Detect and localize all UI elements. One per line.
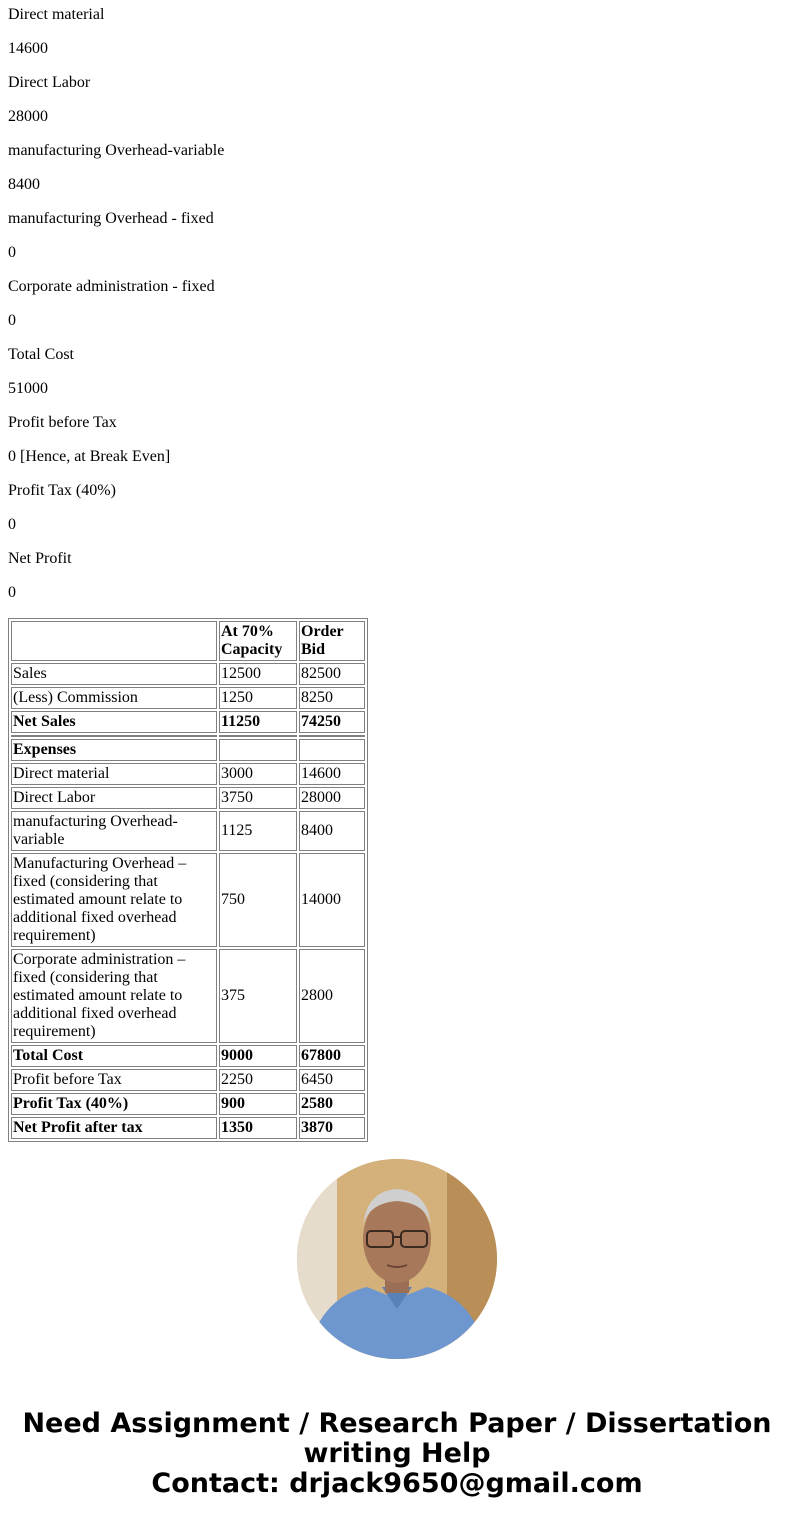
table-row (11, 1045, 365, 1067)
table-cell: 2800 (299, 949, 365, 1043)
author-portrait-image (297, 1159, 497, 1359)
summary-line: 14600 (8, 40, 48, 57)
table-cell (299, 735, 365, 737)
table-cell: Profit Tax (40%) (11, 1093, 217, 1115)
summary-line: Profit before Tax (8, 414, 117, 431)
table-cell: Profit before Tax (11, 1069, 217, 1091)
table-cell: 750 (219, 853, 297, 947)
summary-line: 0 [Hence, at Break Even] (8, 448, 171, 465)
table-cell: 3870 (299, 1117, 365, 1139)
table-cell (219, 735, 297, 737)
table-row (11, 1093, 365, 1115)
header-cell: At 70% Capacity (219, 621, 297, 661)
table-separator-row (11, 735, 365, 737)
summary-line: manufacturing Overhead - fixed (8, 210, 214, 227)
table-row (11, 687, 365, 709)
banner-line: writing Help (303, 1438, 491, 1469)
table-cell: Total Cost (11, 1045, 217, 1067)
table-cell: Expenses (11, 739, 217, 761)
table-row (11, 811, 365, 851)
table-cell: 74250 (299, 711, 365, 733)
table-cell (219, 739, 297, 761)
summary-line: Direct Labor (8, 74, 91, 91)
table-cell: 67800 (299, 1045, 365, 1067)
summary-line: 0 (8, 312, 16, 329)
table-cell: Corporate administration – fixed (considering that estimated amount relate to additional fixed overhead requirement) (11, 949, 217, 1043)
table-row (11, 949, 365, 1043)
table-row (11, 787, 365, 809)
table-cell: 2250 (219, 1069, 297, 1091)
table-cell: 3000 (219, 763, 297, 785)
table-cell: manufacturing Overhead-variable (11, 811, 217, 851)
summary-line: 8400 (8, 176, 40, 193)
table-cell: 9000 (219, 1045, 297, 1067)
table-cell: 14600 (299, 763, 365, 785)
summary-line: Total Cost (8, 346, 74, 363)
summary-line: Profit Tax (40%) (8, 482, 116, 499)
table-cell: 11250 (219, 711, 297, 733)
cost-comparison-table (8, 618, 368, 1142)
table-cell: 1125 (219, 811, 297, 851)
summary-line: Net Profit (8, 550, 72, 567)
table-cell: 8400 (299, 811, 365, 851)
table-cell: (Less) Commission (11, 687, 217, 709)
document-body (0, 6, 794, 1142)
table-cell: Direct Labor (11, 787, 217, 809)
contact-banner (0, 1409, 794, 1499)
table-row (11, 739, 365, 761)
table-cell: Net Sales (11, 711, 217, 733)
table-cell: 3750 (219, 787, 297, 809)
table-cell: 375 (219, 949, 297, 1043)
table-row (11, 853, 365, 947)
table-cell: 14000 (299, 853, 365, 947)
table-cell: Direct material (11, 763, 217, 785)
table-cell: Net Profit after tax (11, 1117, 217, 1139)
summary-line: 0 (8, 584, 16, 601)
summary-line: 0 (8, 244, 16, 261)
summary-line: Direct material (8, 6, 105, 23)
summary-line: 51000 (8, 380, 48, 397)
table-cell: 1350 (219, 1117, 297, 1139)
summary-line: 0 (8, 516, 16, 533)
table-cell: 28000 (299, 787, 365, 809)
table-cell (11, 735, 217, 737)
contact-email-line: Contact: drjack9650@gmail.com (151, 1468, 643, 1499)
table-cell: 82500 (299, 663, 365, 685)
table-row (11, 711, 365, 733)
table-cell: 8250 (299, 687, 365, 709)
table-cell: 1250 (219, 687, 297, 709)
author-photo (297, 1159, 497, 1359)
table-cell (299, 739, 365, 761)
banner-line: Need Assignment / Research Paper / Dissertation (22, 1408, 772, 1439)
table-row (11, 663, 365, 685)
table-cell: Sales (11, 663, 217, 685)
table-cell: 2580 (299, 1093, 365, 1115)
table-row (11, 1117, 365, 1139)
summary-line: 28000 (8, 108, 48, 125)
header-cell (11, 621, 217, 661)
table-header-row (11, 621, 365, 661)
table-row (11, 1069, 365, 1091)
table-cell: 12500 (219, 663, 297, 685)
table-cell: 6450 (299, 1069, 365, 1091)
summary-line: manufacturing Overhead-variable (8, 142, 225, 159)
table-cell: Manufacturing Overhead – fixed (considering that estimated amount relate to additional fixed overhead requirement) (11, 853, 217, 947)
header-cell: Order Bid (299, 621, 365, 661)
summary-line: Corporate administration - fixed (8, 278, 215, 295)
table-cell: 900 (219, 1093, 297, 1115)
table-row (11, 763, 365, 785)
